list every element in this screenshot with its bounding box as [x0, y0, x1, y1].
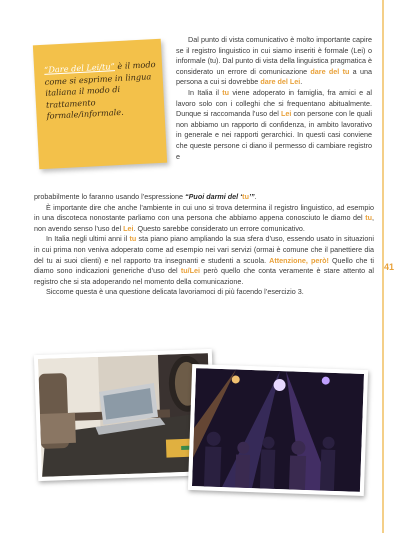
highlighted-term: tu — [365, 213, 372, 223]
text-run: In Italia negli ultimi anni il — [46, 234, 130, 244]
text-run: . — [254, 192, 257, 201]
text-run: però quello che conta veramente è stare attento al registro che si sta adoperando nel momento della comunicazione. — [34, 266, 374, 286]
right-column-paragraph — [176, 88, 372, 162]
text-run: Siccome questa è una questione delicata lavoriamoci di più facendo l’esercizio 3. — [46, 287, 304, 297]
text-run: . — [300, 77, 303, 87]
highlighted-term: Attenzione, però! — [269, 255, 329, 265]
sticky-note — [33, 39, 167, 170]
highlighted-term: dare del tu — [310, 66, 350, 76]
sticky-note-rest: è il modo come si esprime in lingua italiana il modo di trattamento formale/informale. — [44, 59, 156, 121]
page-number: 41 — [383, 262, 394, 272]
text-run: È importante dire che anche l’ambiente in cui uno si trova determina il registro linguistico, ad esempio in una discoteca nonostante parliamo con una persona che abbiamo appena conosciuto le diamo del — [34, 202, 374, 223]
full-width-paragraph — [34, 287, 374, 298]
full-width-paragraph — [34, 203, 374, 235]
sticky-note-phrase: “Dare del Lei/tu” — [43, 61, 116, 75]
highlighted-term: tu/Lei — [180, 266, 201, 276]
disco-dance-photo — [188, 364, 368, 496]
highlighted-term: tu — [242, 192, 249, 201]
text-run: Quello che ti diamo sono indicazioni generiche d’uso del — [34, 255, 375, 276]
text-run: Dal punto di vista comunicativo è molto importante capire se il registro linguistico in cui siamo inseriti è formale (Lei) o informale (tu). Dal punto di vista della linguistica pragmatica è considerato un errore di comunicazione — [176, 35, 372, 76]
sticky-note-text — [44, 59, 159, 122]
full-width-paragraph — [34, 234, 374, 287]
highlighted-term: tu — [222, 87, 230, 97]
text-run: viene adoperato in famiglia, fra amici e al lavoro solo con i colleghi che si frequentano abitualmente. Dunque si raccomanda l’uso del — [176, 87, 372, 119]
highlighted-term: Lei — [123, 223, 134, 233]
text-run: con persone con le quali non abbiamo un rapporto di confidenza, in ambito lavorativo in generale e nei rapporti gerarchici. In questi casi conviene che queste persone ci diano il permesso di cambiare registro e — [176, 109, 372, 161]
text-run: a una persona a cui si dovrebbe — [176, 66, 372, 87]
text-run: probabilmente lo faranno usando l’espressione — [34, 192, 186, 201]
disco-image — [192, 368, 364, 492]
text-run: sta piano piano ampliando la sua sfera d’uso, essendo usato in situazioni in cui prima non veniva adoperato come ad esempio nei vari servizi (ormai è comune che il panettiere dia del tu ai suoi clienti) e nel rapporto tra insegnanti e studenti a scuola. — [34, 234, 374, 265]
highlighted-term: tu — [129, 234, 137, 244]
emphasized-expression: ’” — [248, 192, 255, 201]
full-width-paragraph — [34, 192, 374, 203]
office-laptop-image — [38, 353, 212, 477]
highlighted-term: dare del Lei — [260, 77, 301, 87]
right-column-paragraph — [176, 35, 372, 88]
text-run: , non avendo senso l’uso del — [34, 213, 374, 233]
text-run: In Italia il — [188, 87, 223, 97]
emphasized-expression: “Puoi darmi del ‘ — [185, 192, 243, 201]
text-run: . Questo sarebbe considerato un errore comunicativo. — [133, 223, 305, 233]
right-column-text — [176, 35, 372, 162]
full-width-text — [34, 192, 374, 298]
highlighted-term: Lei — [280, 109, 292, 119]
